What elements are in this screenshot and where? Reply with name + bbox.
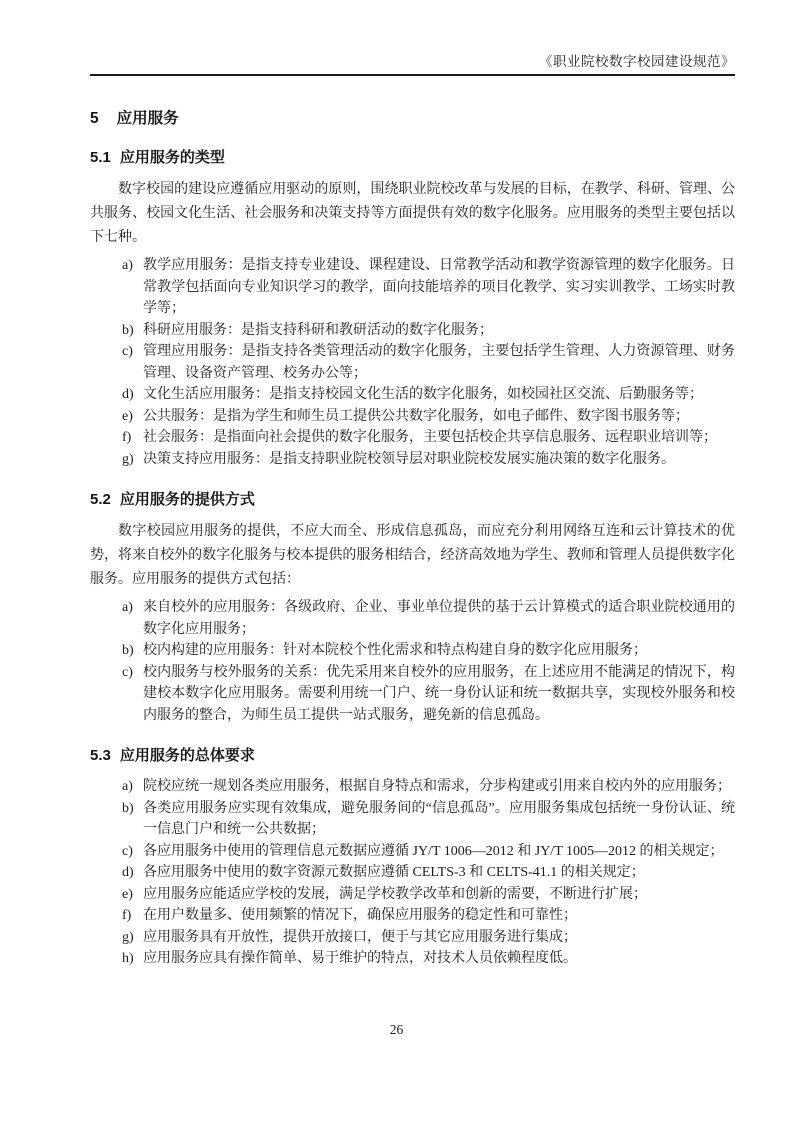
list-item-label: c) [122, 344, 133, 359]
list-item-text: 管理应用服务：是指支持各类管理活动的数字化服务，主要包括学生管理、人力资源管理、财务管理、设备资产管理、校务办公等； [143, 344, 735, 381]
list-item [90, 948, 735, 970]
list-5-1 [90, 255, 735, 470]
list-item-text: 应用服务应具有操作简单、易于维护的特点，对技术人员依赖程度低。 [143, 951, 577, 966]
paragraph: 数字校园的建设应遵循应用驱动的原则，围绕职业院校改革与发展的目标，在教学、科研、管理、公共服务、校园文化生活、社会服务和决策支持等方面提供有效的数字化服务。应用服务的类型主要包括以下七种。 [90, 182, 735, 245]
list-item-label: h) [122, 951, 134, 966]
list-item-text: 各类应用服务应实现有效集成，避免服务间的“信息孤岛”。应用服务集成包括统一身份认证、统一信息门户和统一公共数据； [143, 800, 735, 837]
list-item-text: 应用服务具有开放性，提供开放接口，便于与其它应用服务进行集成； [143, 929, 577, 945]
list-item [90, 255, 735, 320]
section-5-heading [90, 106, 735, 128]
section-5-title: 应用服务 [116, 110, 179, 127]
subsection-5-2-number: 5.2 [90, 491, 111, 508]
list-item [90, 341, 735, 384]
subsection-5-2-title: 应用服务的提供方式 [119, 491, 255, 508]
list-item-text: 在用户数量多、使用频繁的情况下，确保应用服务的稳定性和可靠性； [143, 908, 577, 923]
list-item-text: 公共服务：是指为学生和师生员工提供公共数字化服务，如电子邮件、数字图书服务等； [143, 408, 689, 424]
list-item-text: 应用服务应能适应学校的发展，满足学校教学改革和创新的需要，不断进行扩展； [143, 886, 647, 902]
list-item-label: a) [122, 600, 133, 615]
running-header [90, 50, 735, 70]
list-item [90, 640, 735, 662]
list-item-label: d) [122, 865, 134, 880]
list-item [90, 406, 735, 428]
list-item-text: 社会服务：是指面向社会提供的数字化服务，主要包括校企共享信息服务、远程职业培训等； [143, 430, 717, 445]
list-item-text: 决策支持应用服务：是指支持职业院校领导层对职业院校发展实施决策的数字化服务。 [143, 451, 675, 467]
list-item-label: b) [122, 643, 134, 658]
list-item-text: 教学应用服务：是指支持专业建设、课程建设、日常教学活动和教学资源管理的数字化服务。日常教学包括面向专业知识学习的教学，面向技能培养的项目化教学、实习实训教学、工场实时教学等； [143, 258, 735, 316]
list-item-text: 校内构建的应用服务：针对本院校个性化需求和特点构建自身的数字化应用服务； [143, 643, 647, 658]
list-item-label: d) [122, 387, 134, 402]
list-item-text: 院校应统一规划各类应用服务，根据自身特点和需求，分步构建或引用来自校内外的应用服务； [143, 779, 731, 794]
list-item-label: c) [122, 843, 133, 859]
subsection-5-1-heading [90, 146, 735, 167]
list-item [90, 905, 735, 927]
list-item [90, 597, 735, 640]
list-item [90, 427, 735, 449]
list-item [90, 449, 735, 471]
list-item [90, 798, 735, 841]
list-item [90, 841, 735, 863]
list-item [90, 862, 735, 884]
list-item-label: a) [122, 779, 133, 794]
list-item-label: c) [122, 664, 133, 680]
list-item-label: e) [122, 886, 133, 902]
subsection-5-2-heading [90, 488, 735, 509]
list-item-label: b) [122, 322, 134, 338]
list-5-2 [90, 597, 735, 726]
list-item-label: a) [122, 258, 133, 273]
list-item-text: 各应用服务中使用的数字资源元数据应遵循 CELTS-3 和 CELTS-41.1 的相关规定； [143, 865, 645, 880]
header-rule [90, 74, 735, 76]
list-item [90, 384, 735, 406]
list-item-label: g) [122, 929, 134, 945]
list-item-label: e) [122, 408, 133, 424]
subsection-5-3-number: 5.3 [90, 747, 111, 764]
list-item [90, 776, 735, 798]
subsection-5-1-title: 应用服务的类型 [119, 149, 225, 166]
subsection-5-3-title: 应用服务的总体要求 [119, 747, 255, 764]
list-item [90, 662, 735, 727]
list-item-label: b) [122, 800, 134, 816]
list-item-text: 文化生活应用服务：是指支持校园文化生活的数字化服务，如校园社区交流、后勤服务等； [143, 387, 703, 402]
running-header-title: 《职业院校数字校园建设规范》 [539, 54, 735, 69]
list-item [90, 927, 735, 949]
list-item-label: f) [122, 908, 132, 923]
section-5-number: 5 [90, 110, 99, 127]
list-5-3 [90, 776, 735, 970]
list-item-text: 来自校外的应用服务：各级政府、企业、事业单位提供的基于云计算模式的适合职业院校通用的数字化应用服务； [143, 600, 735, 637]
list-item-text: 各应用服务中使用的管理信息元数据应遵循 JY/T 1006—2012 和 JY/T 1005—2012 的相关规定； [143, 843, 724, 859]
list-item-text: 科研应用服务：是指支持科研和教研活动的数字化服务； [143, 322, 493, 338]
subsection-5-1-number: 5.1 [90, 149, 111, 166]
list-item [90, 320, 735, 342]
list-item-label: g) [122, 451, 134, 467]
subsection-5-3-heading [90, 744, 735, 765]
list-item [90, 884, 735, 906]
page-number: 26 [389, 1022, 404, 1037]
document-body [90, 106, 735, 970]
list-item-text: 校内服务与校外服务的关系：优先采用来自校外的应用服务，在上述应用不能满足的情况下，构建校本数字化应用服务。需要利用统一门户、统一身份认证和统一数据共享，实现校外服务和校内服务的整合，为师生员工提供一站式服务，避免新的信息孤岛。 [143, 664, 735, 723]
paragraph: 数字校园应用服务的提供，不应大而全、形成信息孤岛，而应充分利用网络互连和云计算技术的优势，将来自校外的数字化服务与校本提供的服务相结合，经济高效地为学生、教师和管理人员提供数字化服务。应用服务的提供方式包括： [90, 524, 735, 587]
list-item-label: f) [122, 430, 132, 445]
